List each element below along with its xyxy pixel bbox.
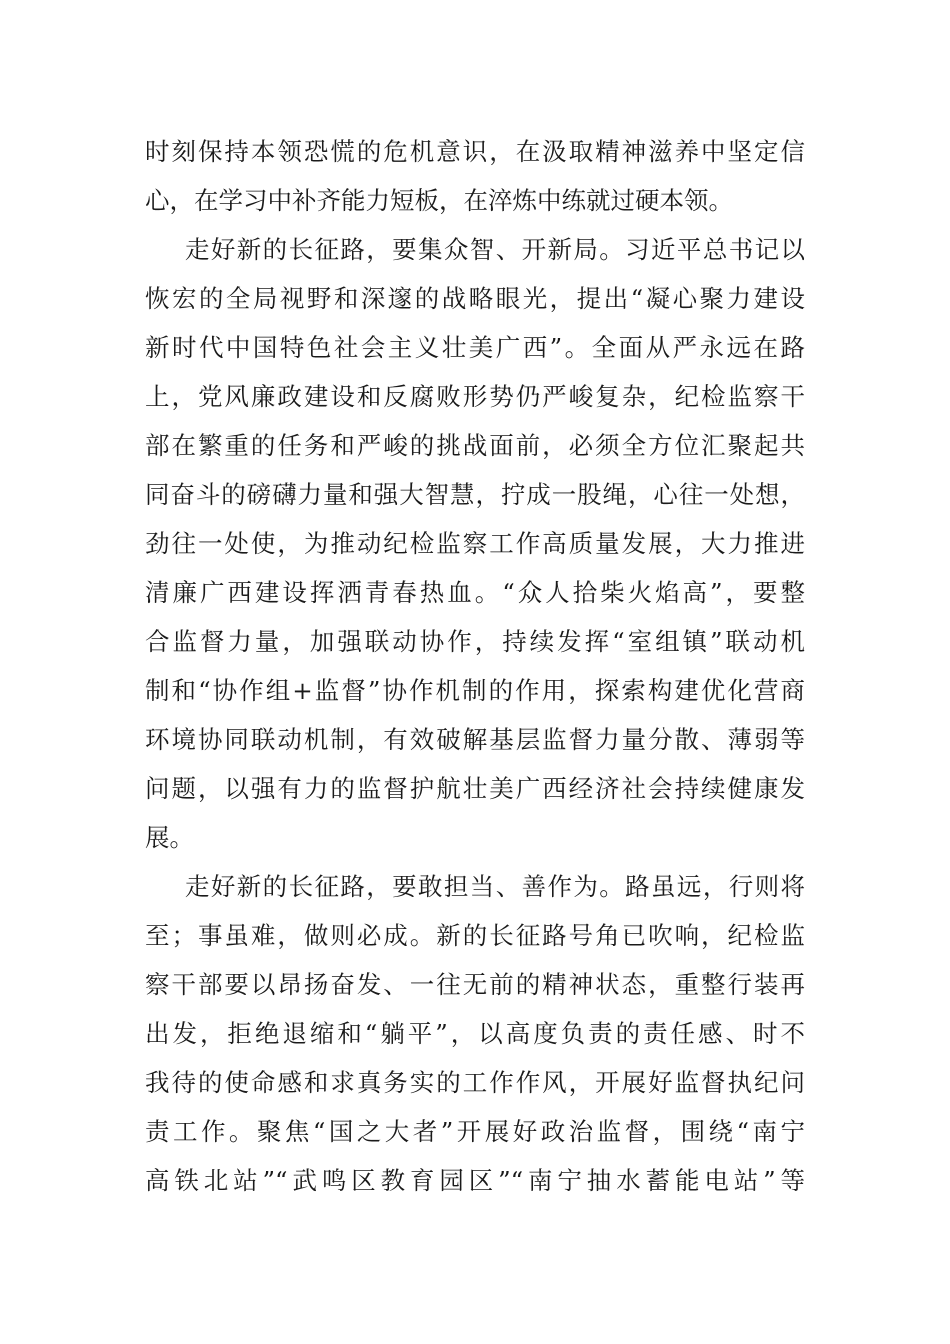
text-line: 制和“协作组+监督”协作机制的作用，探索构建优化营商 [145,676,805,705]
text-line: 时刻保持本领恐慌的危机意识，在汲取精神滋养中坚定信 [145,137,805,166]
text-line: 走好新的长征路，要敢担当、善作为。路虽远，行则将 [185,872,805,901]
text-line: 清廉广西建设挥洒青春热血。“众人拾柴火焰高”，要整 [145,578,805,607]
text-line: 上，党风廉政建设和反腐败形势仍严峻复杂，纪检监察干 [145,382,805,411]
paragraph-continuation [145,127,805,225]
text-line: 部在繁重的任务和严峻的挑战面前，必须全方位汇聚起共 [145,431,805,460]
text-line: 出发，拒绝退缩和“躺平”，以高度负责的责任感、时不 [145,1019,805,1048]
text-line: 高铁北站”“武鸣区教育园区”“南宁抽水蓄能电站”等 [145,1166,805,1195]
text-line: 心，在学习中补齐能力短板，在淬炼中练就过硬本领。 [145,186,733,215]
text-line: 恢宏的全局视野和深邃的战略眼光，提出“凝心聚力建设 [145,284,805,313]
text-line: 合监督力量，加强联动协作，持续发挥“室组镇”联动机 [145,627,805,656]
body-text [145,127,805,1205]
text-line: 问题，以强有力的监督护航壮美广西经济社会持续健康发 [145,774,805,803]
paragraph-unite-wisdom [145,225,805,862]
text-line: 责工作。聚焦“国之大者”开展好政治监督，围绕“南宁 [145,1117,805,1146]
text-line: 至；事虽难，做则必成。新的长征路号角已吹响，纪检监 [145,921,805,950]
text-line: 环境协同联动机制，有效破解基层监督力量分散、薄弱等 [145,725,805,754]
text-line: 劲往一处使，为推动纪检监察工作高质量发展，大力推进 [145,529,805,558]
text-line: 新时代中国特色社会主义壮美广西”。全面从严永远在路 [145,333,805,362]
text-line: 我待的使命感和求真务实的工作作风，开展好监督执纪问 [145,1068,805,1097]
text-line: 走好新的长征路，要集众智、开新局。习近平总书记以 [185,235,805,264]
text-line: 同奋斗的磅礴力量和强大智慧，拧成一股绳，心往一处想， [145,480,805,509]
text-line: 察干部要以昂扬奋发、一往无前的精神状态，重整行装再 [145,970,805,999]
text-line: 展。 [145,823,194,852]
paragraph-take-responsibility [145,862,805,1205]
